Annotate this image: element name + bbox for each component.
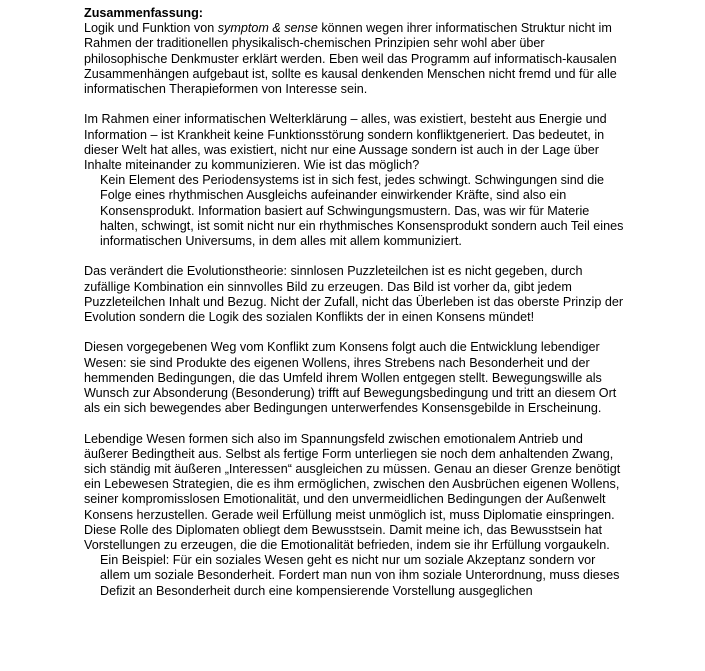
paragraph-example: Ein Beispiel: Für ein soziales Wesen geht es nicht nur um soziale Akzeptanz sondern vor allem um soziale Besonderheit. Fordert man nun von ihm soziale Unterordnung, muss dieses Defizit an Besonderheit durch eine kompensierende Vorstellung ausgeglichen bbox=[100, 553, 620, 598]
paragraph-world-explanation: Im Rahmen einer informatischen Welterklärung – alles, was existiert, besteht aus Energie und Information – ist Krankheit keine Funktionsstörung sondern konfliktgeneriert. Das bedeutet, in dieser Welt hat alles, was existiert, nicht nur eine Aussage sondern ist auch in der Lage über Inhalte miteinander zu kommunizieren. Wie ist das möglich? bbox=[84, 112, 607, 173]
summary-heading: Zusammenfassung: bbox=[84, 6, 203, 20]
intro-text-end: können wegen ihrer informatischen Struktur nicht im Rahmen der traditionellen physikalisch-chemischen Prinzipien sehr wohl aber über philosophische Denkmuster erklärt werden. Eben weil das Programm auf informatisch-kausalen Zusammenhängen aufgebaut ist, sollte es kausal denkenden Menschen nicht fremd und für alle informatischen Therapieformen von Interesse sein. bbox=[84, 21, 617, 97]
paragraph-conflict-consensus: Diesen vorgegebenen Weg vom Konflikt zum Konsens folgt auch die Entwicklung lebendiger Wesen: sie sind Produkte des eigenen Wollens, ihres Strebens nach Besonderheit und der hemmenden Bedingungen, die das Umfeld ihrem Wollen entgegen stellt. Bewegungswille als Wunsch zur Absonderung (Besonderung) trifft auf Bewegungsbedingung und tritt an diesem Ort als ein sich bewegendes aber Bedingungen unterwerfendes Konsensgebilde in Erscheinung. bbox=[84, 340, 617, 416]
document-body bbox=[84, 6, 624, 599]
paragraph-gap bbox=[84, 97, 624, 112]
paragraph-gap bbox=[84, 249, 624, 264]
paragraph-periodic-system: Kein Element des Periodensystems ist in sich fest, jedes schwingt. Schwingungen sind die Folge eines rhythmischen Ausgleichs aufeinander einwirkender Kräfte, sind also ein Konsensprodukt. Information basiert auf Schwingungsmustern. Das, was wir für Materie halten, schwingt, ist somit nicht nur ein rhythmisches Konsensprodukt sondern auch Teil eines informatischen Universums, in dem alles mit allem kommuniziert. bbox=[100, 173, 624, 249]
paragraph-gap bbox=[84, 325, 624, 340]
paragraph-evolution-theory: Das verändert die Evolutionstheorie: sinnlosen Puzzleteilchen ist es nicht gegeben, durch zufällige Kombination ein sinnvolles Bild zu erzeugen. Das Bild ist vorher da, gibt jedem Puzzleteilchen Inhalt und Bezug. Nicht der Zufall, nicht das Überleben ist das oberste Prinzip der Evolution sondern die Logik des sozialen Konflikts der in einen Konsens mündet! bbox=[84, 264, 624, 325]
paragraph-living-beings: Lebendige Wesen formen sich also im Spannungsfeld zwischen emotionalem Antrieb und äußerer Bedingtheit aus. Selbst als fertige Form unterliegen sie noch dem anhaltenden Zwang, sich ständig mit äußeren „Interessen“ ausgleichen zu müssen. Genau an dieser Grenze benötigt ein Lebewesen Strategien, die es ihm ermöglichen, zwischen den Ausbrüchen eigenen Wollens, seiner kompromisslosen Emotionalität, und den unvermeidlichen Bedingungen der Außenwelt Konsens herzustellen. Gerade weil Erfüllung meist unmöglich ist, muss Diplomatie einspringen. Diese Rolle des Diplomaten obliegt dem Bewusstsein. Damit meine ich, das Bewusstsein hat Vorstellungen zu erzeugen, die die Emotionalität befrieden, indem sie ihr Erfüllung vorgaukeln. bbox=[84, 431, 621, 553]
paragraph-gap bbox=[84, 416, 624, 431]
paragraph-intro bbox=[84, 21, 624, 97]
intro-text-start: Logik und Funktion von bbox=[84, 21, 218, 36]
intro-italic-term: symptom & sense bbox=[217, 21, 318, 36]
